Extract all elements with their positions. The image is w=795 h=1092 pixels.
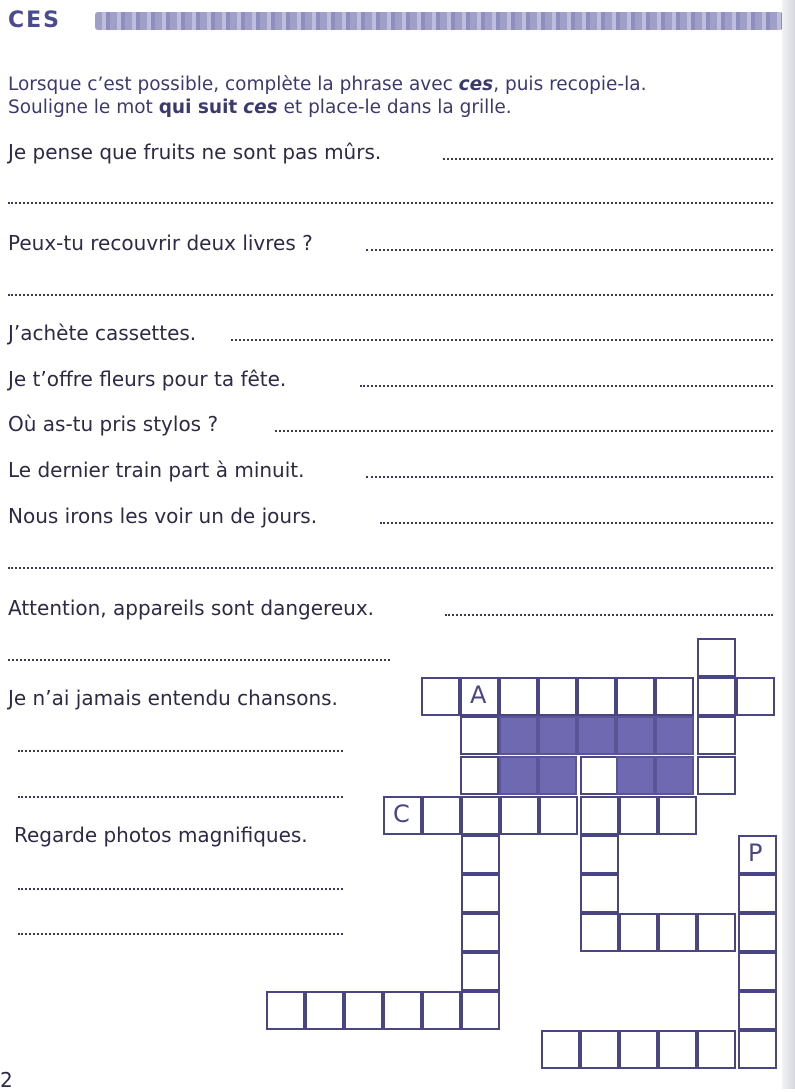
answer-line-4[interactable] [360, 385, 773, 387]
grid-cell[interactable] [697, 756, 736, 795]
answer-line-5[interactable] [275, 430, 773, 432]
grid-cell[interactable] [736, 677, 775, 716]
shaded-cell [655, 756, 694, 795]
grid-cell[interactable] [266, 991, 305, 1030]
grid-cell[interactable] [658, 1030, 697, 1069]
grid-cell[interactable] [580, 835, 619, 874]
answer-line-9a[interactable] [18, 750, 343, 752]
grid-cell[interactable] [697, 913, 736, 952]
sentence-8: Attention, appareils sont dangereux. [8, 596, 375, 620]
grid-cell[interactable] [421, 677, 460, 716]
shaded-cell [577, 716, 616, 755]
answer-line-6[interactable] [366, 476, 773, 478]
grid-cell[interactable] [658, 796, 697, 835]
answer-line-1a[interactable] [443, 158, 773, 160]
grid-cell[interactable] [619, 1030, 658, 1069]
grid-cell[interactable] [580, 1030, 619, 1069]
grid-cell[interactable] [461, 913, 500, 952]
grid-cell[interactable] [539, 796, 578, 835]
grid-cell[interactable] [499, 677, 538, 716]
instructions-text-3: Souligne le mot [8, 97, 159, 118]
grid-cell[interactable] [383, 991, 422, 1030]
grid-letter-c: C [393, 800, 410, 828]
grid-cell[interactable] [619, 913, 658, 952]
answer-line-7b[interactable] [8, 567, 773, 569]
grid-cell[interactable] [461, 952, 500, 991]
instructions-text-2: , puis recopie-la. [493, 74, 647, 95]
grid-cell[interactable] [461, 991, 500, 1030]
sentence-7: Nous irons les voir un de jours. [8, 504, 318, 528]
grid-cell[interactable] [616, 677, 655, 716]
grid-cell[interactable] [461, 796, 500, 835]
shaded-cell [616, 716, 655, 755]
instructions-text-4: et place-le dans la grille. [277, 97, 512, 118]
grid-cell[interactable] [738, 991, 777, 1030]
grid-cell[interactable] [738, 874, 777, 913]
shaded-cell [499, 716, 538, 755]
answer-line-10b[interactable] [18, 933, 343, 935]
shaded-cell [538, 716, 577, 755]
sentence-5: Où as-tu pris stylos ? [8, 412, 219, 436]
grid-cell[interactable] [422, 796, 461, 835]
instructions-text-1: Lorsque c’est possible, complète la phrase avec [8, 74, 459, 95]
sentence-1: Je pense que fruits ne sont pas mûrs. [8, 140, 382, 164]
grid-cell[interactable] [738, 1030, 777, 1069]
sentence-10: Regarde photos magnifiques. [14, 823, 308, 847]
sentence-9: Je n’ai jamais entendu chansons. [8, 686, 338, 710]
answer-line-3[interactable] [231, 339, 773, 341]
shaded-cell [538, 756, 577, 795]
answer-line-8b[interactable] [8, 659, 390, 661]
grid-cell-c[interactable] [383, 796, 422, 835]
shaded-cell [616, 756, 655, 795]
grid-cell[interactable] [500, 796, 539, 835]
grid-cell[interactable] [697, 677, 736, 716]
page-edge-shadow [782, 0, 795, 1089]
answer-line-10a[interactable] [18, 888, 343, 890]
grid-cell[interactable] [305, 991, 344, 1030]
grid-cell[interactable] [619, 796, 658, 835]
grid-cell[interactable] [460, 756, 499, 795]
answer-line-2b[interactable] [8, 294, 773, 296]
grid-cell[interactable] [658, 913, 697, 952]
shaded-cell [655, 716, 694, 755]
grid-cell[interactable] [580, 913, 619, 952]
sentence-2: Peux-tu recouvrir deux livres ? [8, 231, 313, 255]
shaded-cell [499, 756, 538, 795]
sentence-3: J’achète cassettes. [8, 321, 197, 345]
instructions-ces-1: ces [458, 74, 494, 95]
sentence-4: Je t’offre fleurs pour ta fête. [8, 367, 287, 391]
grid-cell[interactable] [577, 677, 616, 716]
grid-cell[interactable] [580, 756, 619, 795]
grid-cell[interactable] [344, 991, 383, 1030]
page-title: CES [8, 8, 62, 33]
answer-line-1b[interactable] [8, 202, 773, 204]
sentence-6: Le dernier train part à minuit. [8, 458, 305, 482]
grid-cell[interactable] [422, 991, 461, 1030]
page-number: 2 [0, 1068, 13, 1092]
grid-cell[interactable] [655, 677, 694, 716]
grid-cell[interactable] [738, 913, 777, 952]
grid-cell[interactable] [697, 1030, 736, 1069]
title-decoration-bar [95, 12, 783, 30]
grid-cell[interactable] [697, 716, 736, 755]
grid-letter-p: P [748, 839, 763, 867]
grid-cell[interactable] [580, 874, 619, 913]
grid-letter-a: A [470, 681, 487, 709]
instructions-ces-2: ces [243, 97, 278, 118]
grid-cell[interactable] [460, 716, 499, 755]
instructions [8, 73, 778, 119]
grid-cell[interactable] [580, 796, 619, 835]
grid-cell-p[interactable] [738, 835, 777, 874]
answer-line-2a[interactable] [366, 249, 773, 251]
grid-cell[interactable] [738, 952, 777, 991]
instructions-bold: qui suit [158, 97, 238, 118]
grid-cell[interactable] [538, 677, 577, 716]
grid-cell[interactable] [541, 1030, 580, 1069]
answer-line-9b[interactable] [18, 796, 343, 798]
answer-line-8a[interactable] [445, 614, 773, 616]
answer-line-7a[interactable] [380, 522, 773, 524]
grid-cell[interactable] [461, 874, 500, 913]
grid-cell-a[interactable] [460, 677, 499, 716]
grid-cell[interactable] [461, 835, 500, 874]
grid-cell[interactable] [697, 638, 736, 677]
